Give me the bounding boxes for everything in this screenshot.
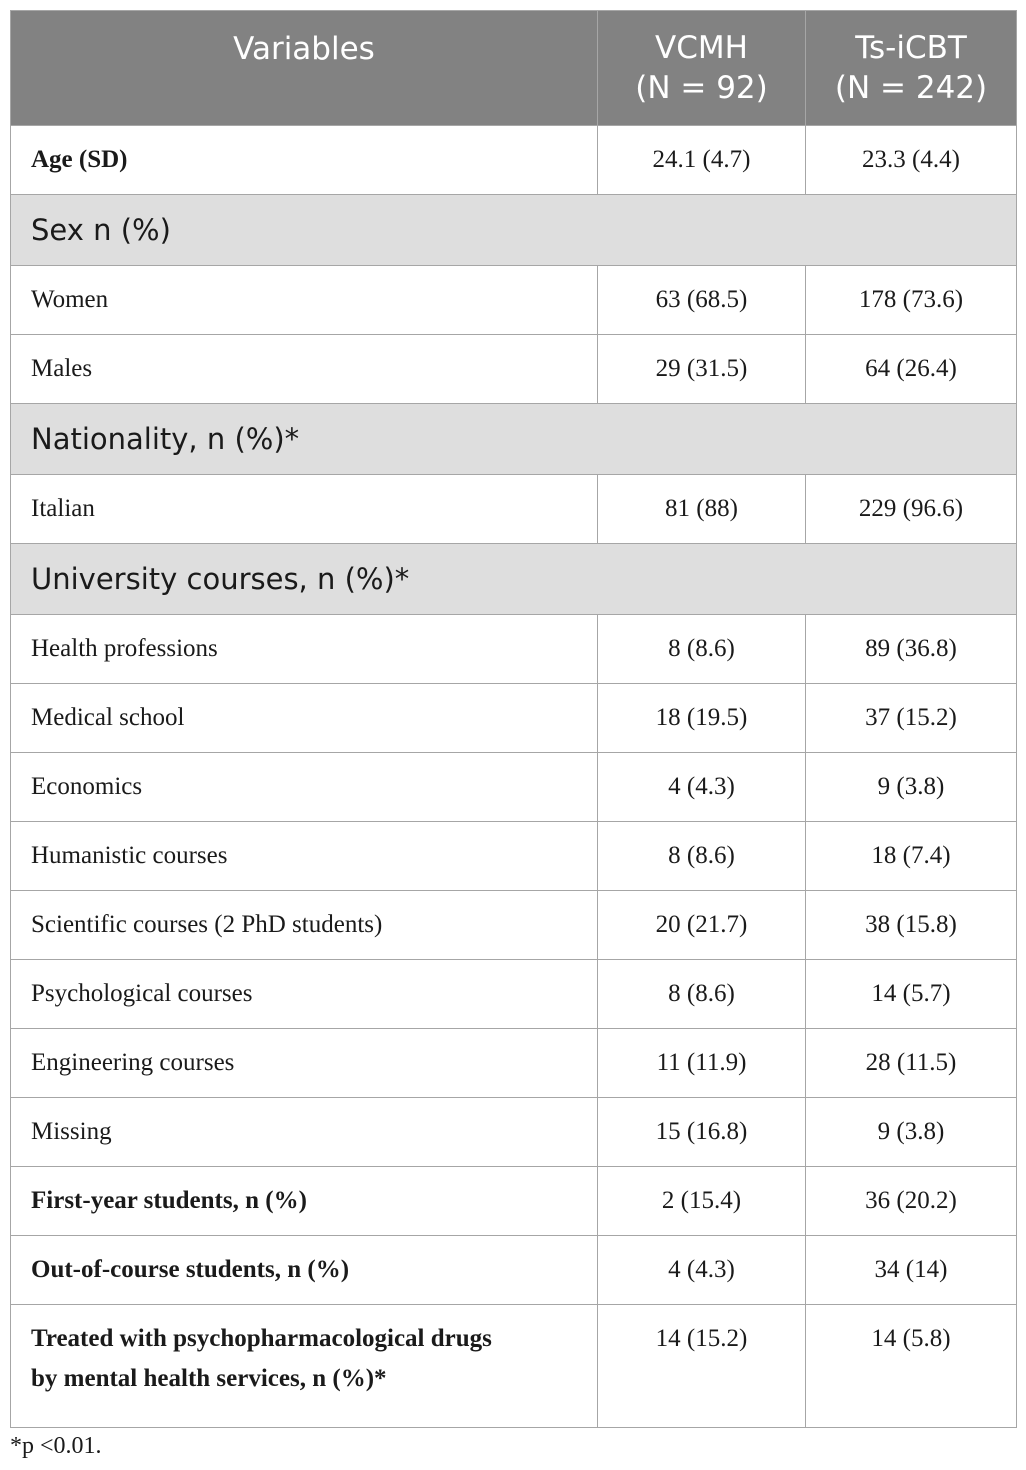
header-vcmh-n: (N = 92) bbox=[635, 70, 768, 106]
cell-vcmh: 8 (8.6) bbox=[598, 822, 806, 891]
row-label-males: Males bbox=[11, 335, 598, 404]
cell-tsicbt: 229 (96.6) bbox=[806, 475, 1017, 544]
row-label-health: Health professions bbox=[11, 615, 598, 684]
row-label-treated bbox=[11, 1305, 598, 1428]
row-label-age: Age (SD) bbox=[11, 126, 598, 195]
section-row-nationality bbox=[11, 404, 1017, 475]
cell-vcmh: 14 (15.2) bbox=[598, 1305, 806, 1428]
cell-vcmh: 4 (4.3) bbox=[598, 1236, 806, 1305]
cell-tsicbt: 178 (73.6) bbox=[806, 266, 1017, 335]
section-row-sex bbox=[11, 195, 1017, 266]
header-vcmh bbox=[598, 11, 806, 126]
cell-tsicbt: 9 (3.8) bbox=[806, 1098, 1017, 1167]
table-row bbox=[11, 891, 1017, 960]
cell-tsicbt: 9 (3.8) bbox=[806, 753, 1017, 822]
table-footnote: *p <0.01. bbox=[10, 1433, 102, 1459]
row-label-humanistic: Humanistic courses bbox=[11, 822, 598, 891]
cell-vcmh: 8 (8.6) bbox=[598, 615, 806, 684]
section-label: Nationality, n (%)* bbox=[11, 404, 1017, 475]
table-row bbox=[11, 335, 1017, 404]
cell-vcmh: 18 (19.5) bbox=[598, 684, 806, 753]
row-label-treated-line2: by mental health services, n (%)* bbox=[31, 1365, 387, 1392]
row-label-medical: Medical school bbox=[11, 684, 598, 753]
cell-tsicbt: 34 (14) bbox=[806, 1236, 1017, 1305]
table-row bbox=[11, 126, 1017, 195]
row-label-scientific: Scientific courses (2 PhD students) bbox=[11, 891, 598, 960]
cell-tsicbt: 37 (15.2) bbox=[806, 684, 1017, 753]
cell-vcmh: 29 (31.5) bbox=[598, 335, 806, 404]
table-row bbox=[11, 1098, 1017, 1167]
table-row bbox=[11, 684, 1017, 753]
table-row bbox=[11, 960, 1017, 1029]
row-label-economics: Economics bbox=[11, 753, 598, 822]
cell-vcmh: 15 (16.8) bbox=[598, 1098, 806, 1167]
cell-tsicbt: 36 (20.2) bbox=[806, 1167, 1017, 1236]
row-label-missing: Missing bbox=[11, 1098, 598, 1167]
header-variables: Variables bbox=[11, 11, 598, 126]
row-label-treated-line1: Treated with psychopharmacological drugs bbox=[31, 1325, 492, 1352]
section-label: Sex n (%) bbox=[11, 195, 1017, 266]
cell-tsicbt: 14 (5.8) bbox=[806, 1305, 1017, 1428]
row-label-out-of-course: Out-of-course students, n (%) bbox=[11, 1236, 598, 1305]
demographics-table bbox=[10, 10, 1017, 1428]
table-row bbox=[11, 753, 1017, 822]
cell-vcmh: 63 (68.5) bbox=[598, 266, 806, 335]
header-vcmh-name: VCMH bbox=[655, 30, 748, 66]
row-label-engineering: Engineering courses bbox=[11, 1029, 598, 1098]
section-row-courses bbox=[11, 544, 1017, 615]
cell-vcmh: 8 (8.6) bbox=[598, 960, 806, 1029]
cell-vcmh: 20 (21.7) bbox=[598, 891, 806, 960]
cell-vcmh: 4 (4.3) bbox=[598, 753, 806, 822]
cell-tsicbt: 14 (5.7) bbox=[806, 960, 1017, 1029]
table-row bbox=[11, 1029, 1017, 1098]
row-label-first-year: First-year students, n (%) bbox=[11, 1167, 598, 1236]
row-label-women: Women bbox=[11, 266, 598, 335]
section-label: University courses, n (%)* bbox=[11, 544, 1017, 615]
cell-vcmh: 81 (88) bbox=[598, 475, 806, 544]
row-label-italian: Italian bbox=[11, 475, 598, 544]
header-tsicbt bbox=[806, 11, 1017, 126]
header-row bbox=[11, 11, 1017, 126]
row-label-psychological: Psychological courses bbox=[11, 960, 598, 1029]
cell-tsicbt: 38 (15.8) bbox=[806, 891, 1017, 960]
header-tsicbt-n: (N = 242) bbox=[834, 70, 988, 106]
table-row bbox=[11, 1305, 1017, 1428]
cell-tsicbt: 23.3 (4.4) bbox=[806, 126, 1017, 195]
cell-tsicbt: 64 (26.4) bbox=[806, 335, 1017, 404]
cell-vcmh: 11 (11.9) bbox=[598, 1029, 806, 1098]
table-row bbox=[11, 1167, 1017, 1236]
cell-vcmh: 24.1 (4.7) bbox=[598, 126, 806, 195]
table-row bbox=[11, 1236, 1017, 1305]
cell-tsicbt: 18 (7.4) bbox=[806, 822, 1017, 891]
table-row bbox=[11, 475, 1017, 544]
table-row bbox=[11, 266, 1017, 335]
demographics-table-container bbox=[10, 10, 1016, 1428]
cell-tsicbt: 89 (36.8) bbox=[806, 615, 1017, 684]
table-row bbox=[11, 822, 1017, 891]
cell-tsicbt: 28 (11.5) bbox=[806, 1029, 1017, 1098]
header-tsicbt-name: Ts-iCBT bbox=[855, 30, 967, 66]
cell-vcmh: 2 (15.4) bbox=[598, 1167, 806, 1236]
table-row bbox=[11, 615, 1017, 684]
